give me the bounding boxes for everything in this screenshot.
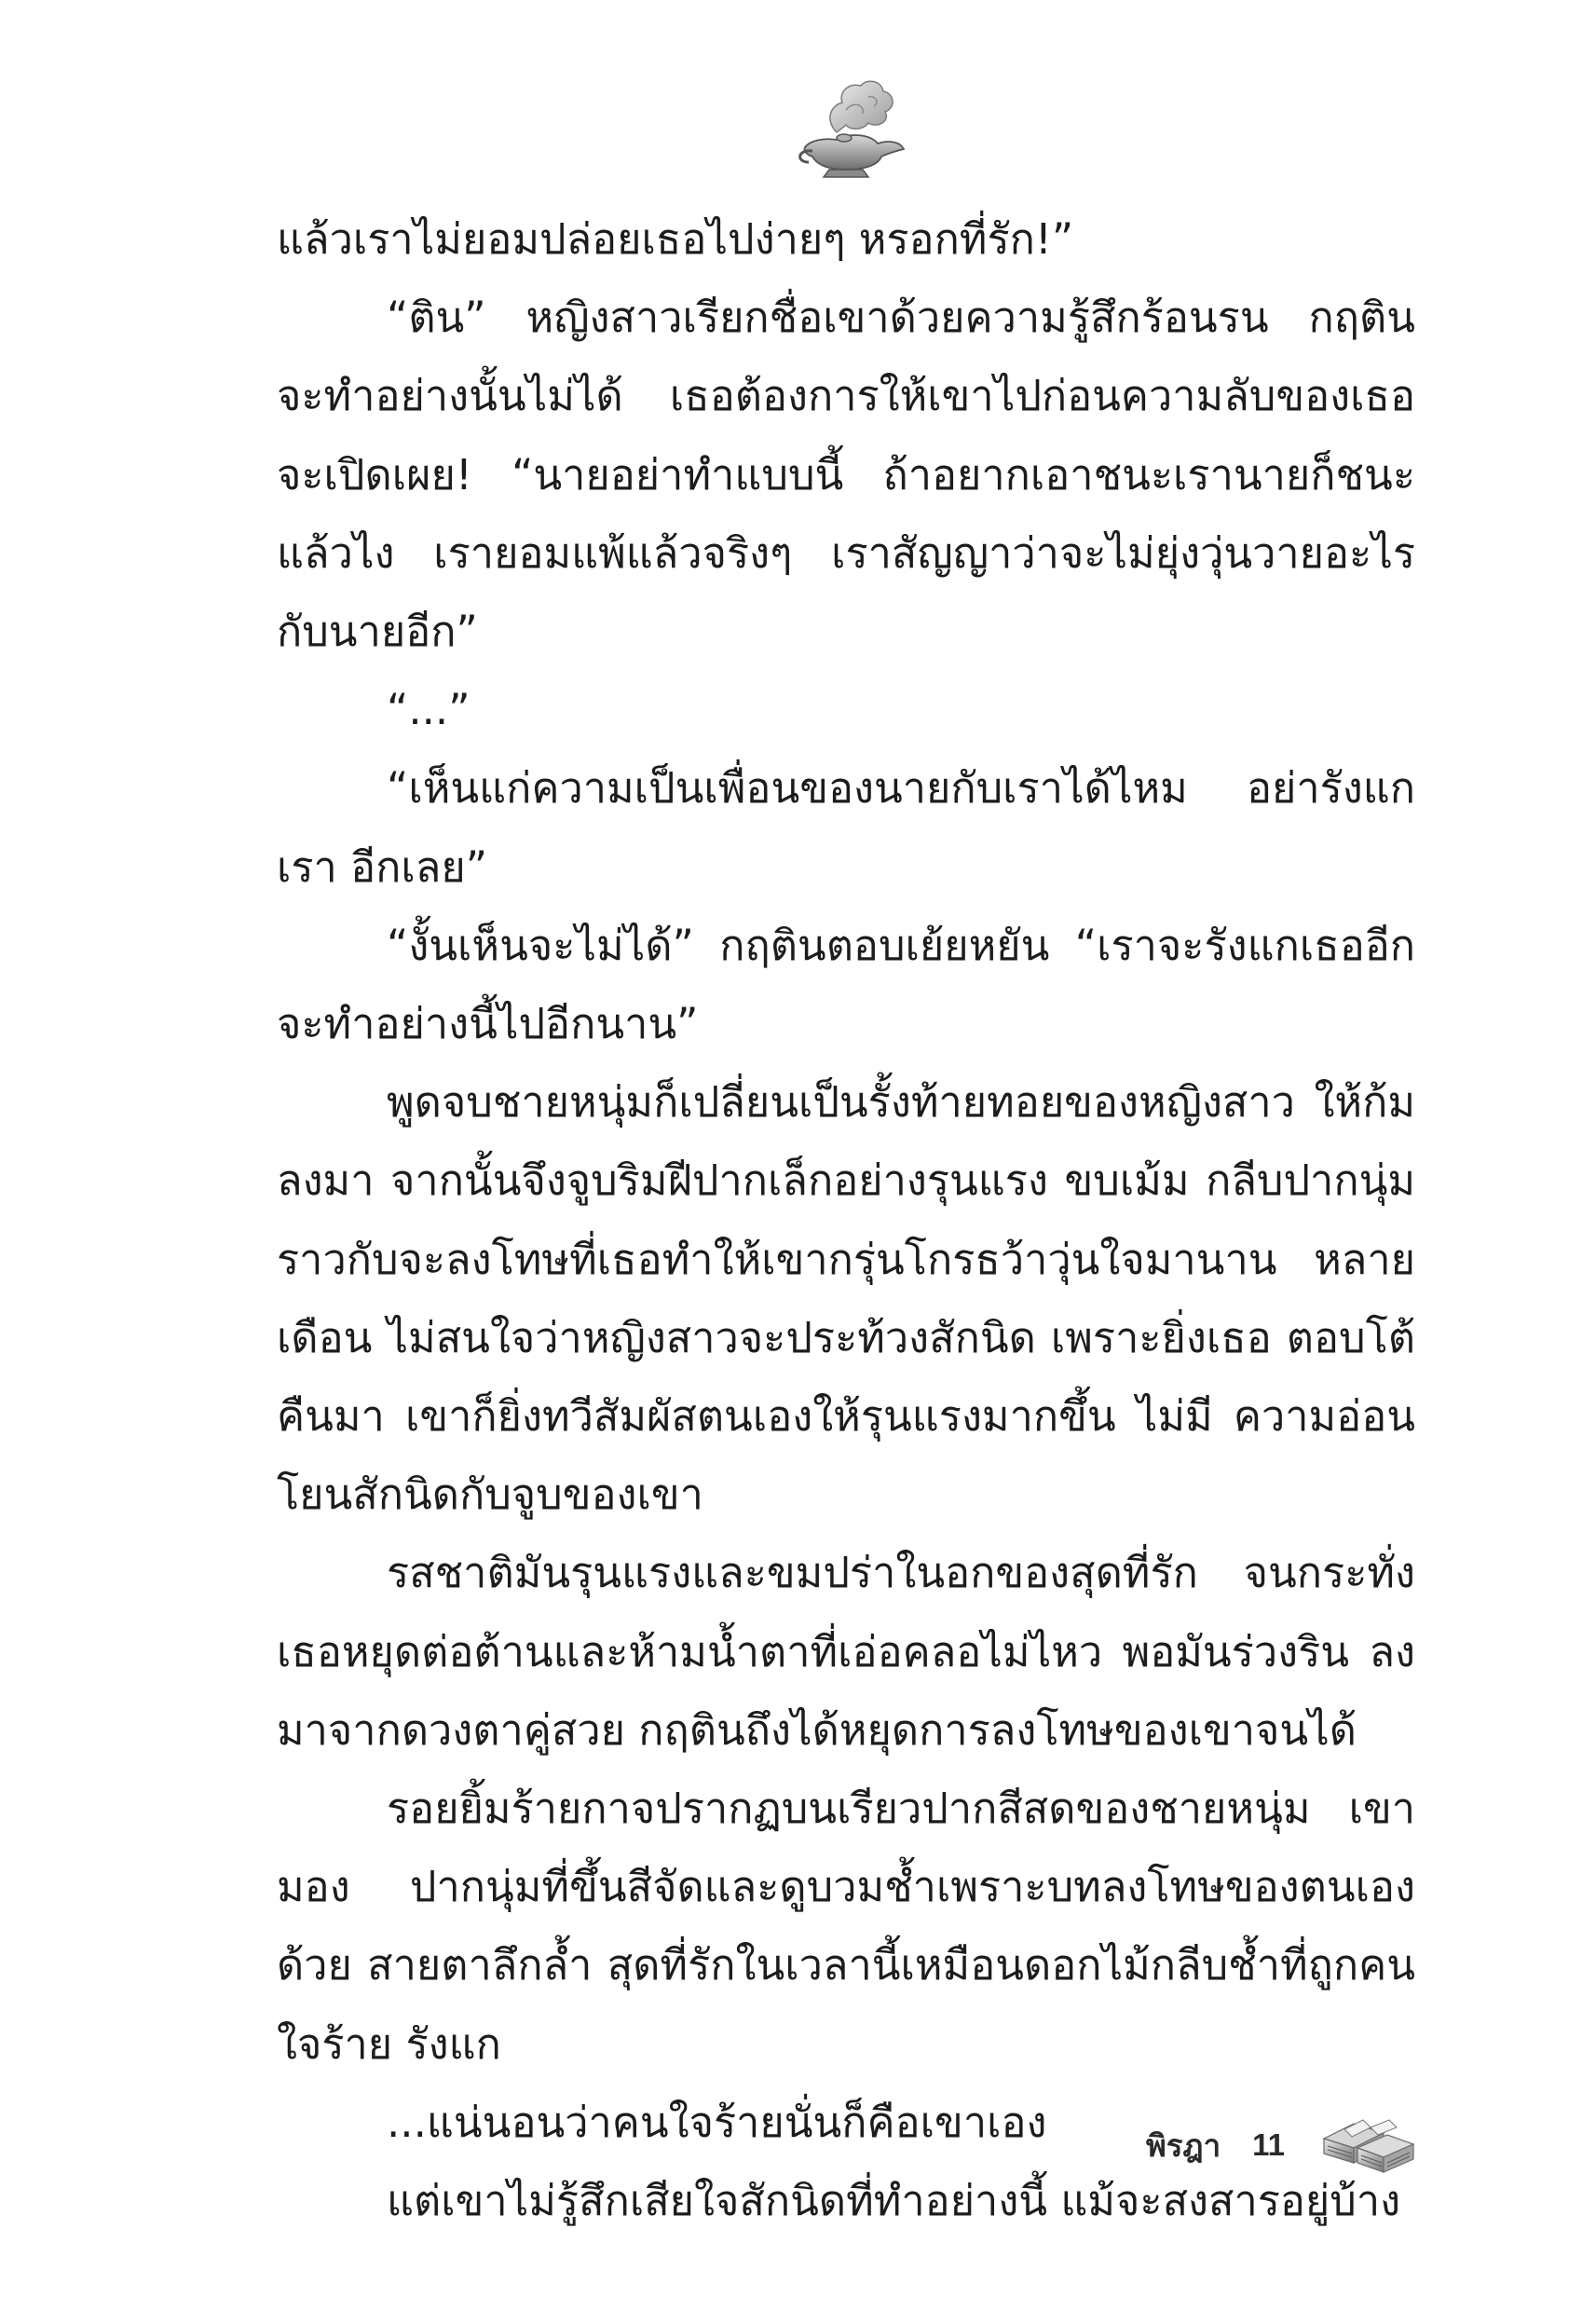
paragraph: แล้วเราไม่ยอมปล่อยเธอไปง่ายๆ หรอกที่รัก!” bbox=[277, 214, 1074, 264]
paragraph: “งั้นเห็นจะไม่ได้” กฤตินตอบเย้ยหยัน “เราจะรังแกเธออีก จะทำอย่างนี้ไปอีกนาน” bbox=[277, 920, 1415, 1049]
paragraph: “เห็นแก่ความเป็นเพื่อนของนายกับเราได้ไหม อย่ารังแกเรา อีกเลย” bbox=[277, 763, 1415, 892]
story-text bbox=[277, 200, 1415, 2240]
page-number: 11 bbox=[1252, 2127, 1285, 2162]
magic-lamp-icon bbox=[788, 73, 909, 183]
paragraph: รอยยิ้มร้ายกาจปรากฏบนเรียวปากสีสดของชายหนุ่ม เขามอง ปากนุ่มที่ขึ้นสีจัดและดูบวมช้ำเพราะบทลงโทษของตนเองด้วย สายตาลึกล้ำ สุดที่รักในเวลานี้เหมือนดอกไม้กลีบช้ำที่ถูกคนใจร้าย รังแก bbox=[277, 1784, 1415, 2069]
paragraph: พูดจบชายหนุ่มก็เปลี่ยนเป็นรั้งท้ายทอยของหญิงสาว ให้ก้มลงมา จากนั้นจึงจูบริมฝีปากเล็กอย่างรุนแรง ขบเม้ม กลีบปากนุ่มราวกับจะลงโทษที่เธอทำให้เขากรุ่นโกรธว้าวุ่นใจมานาน หลายเดือน ไม่สนใจว่าหญิงสาวจะประท้วงสักนิด เพราะยิ่งเธอ ตอบโต้คืนมา เขาก็ยิ่งทวีสัมผัสตนเองให้รุนแรงมากขึ้น ไม่มี ความอ่อนโยนสักนิดกับจูบของเขา bbox=[277, 1077, 1415, 1520]
book-title: พิรฎา bbox=[1145, 2126, 1221, 2164]
paragraph: แต่เขาไม่รู้สึกเสียใจสักนิดที่ทำอย่างนี้ แม้จะสงสารอยู่บ้าง bbox=[387, 2176, 1401, 2226]
paragraph: ...แน่นอนว่าคนใจร้ายนั่นก็คือเขาเอง bbox=[387, 2097, 1047, 2147]
paragraph: “...” bbox=[387, 685, 471, 735]
paragraph: “ติน” หญิงสาวเรียกชื่อเขาด้วยความรู้สึกร้อนรน กฤติน จะทำอย่างนั้นไม่ได้ เธอต้องการให้เขาไปก่อนความลับของเธอ จะเปิดเผย! “นายอย่าทำแบบนี้ ถ้าอยากเอาชนะเรานายก็ชนะ แล้วไง เรายอมแพ้แล้วจริงๆ เราสัญญาว่าจะไม่ยุ่งวุ่นวายอะไร กับนายอีก” bbox=[277, 293, 1415, 657]
book-stack-icon bbox=[1316, 2111, 1419, 2180]
paragraph: รสชาติมันรุนแรงและขมปร่าในอกของสุดที่รัก จนกระทั่ง เธอหยุดต่อต้านและห้ามน้ำตาที่เอ่อคลอไม่ไหว พอมันร่วงริน ลงมาจากดวงตาคู่สวย กฤตินถึงได้หยุดการลงโทษของเขาจนได้ bbox=[277, 1548, 1415, 1755]
page-footer bbox=[1146, 2108, 1419, 2182]
